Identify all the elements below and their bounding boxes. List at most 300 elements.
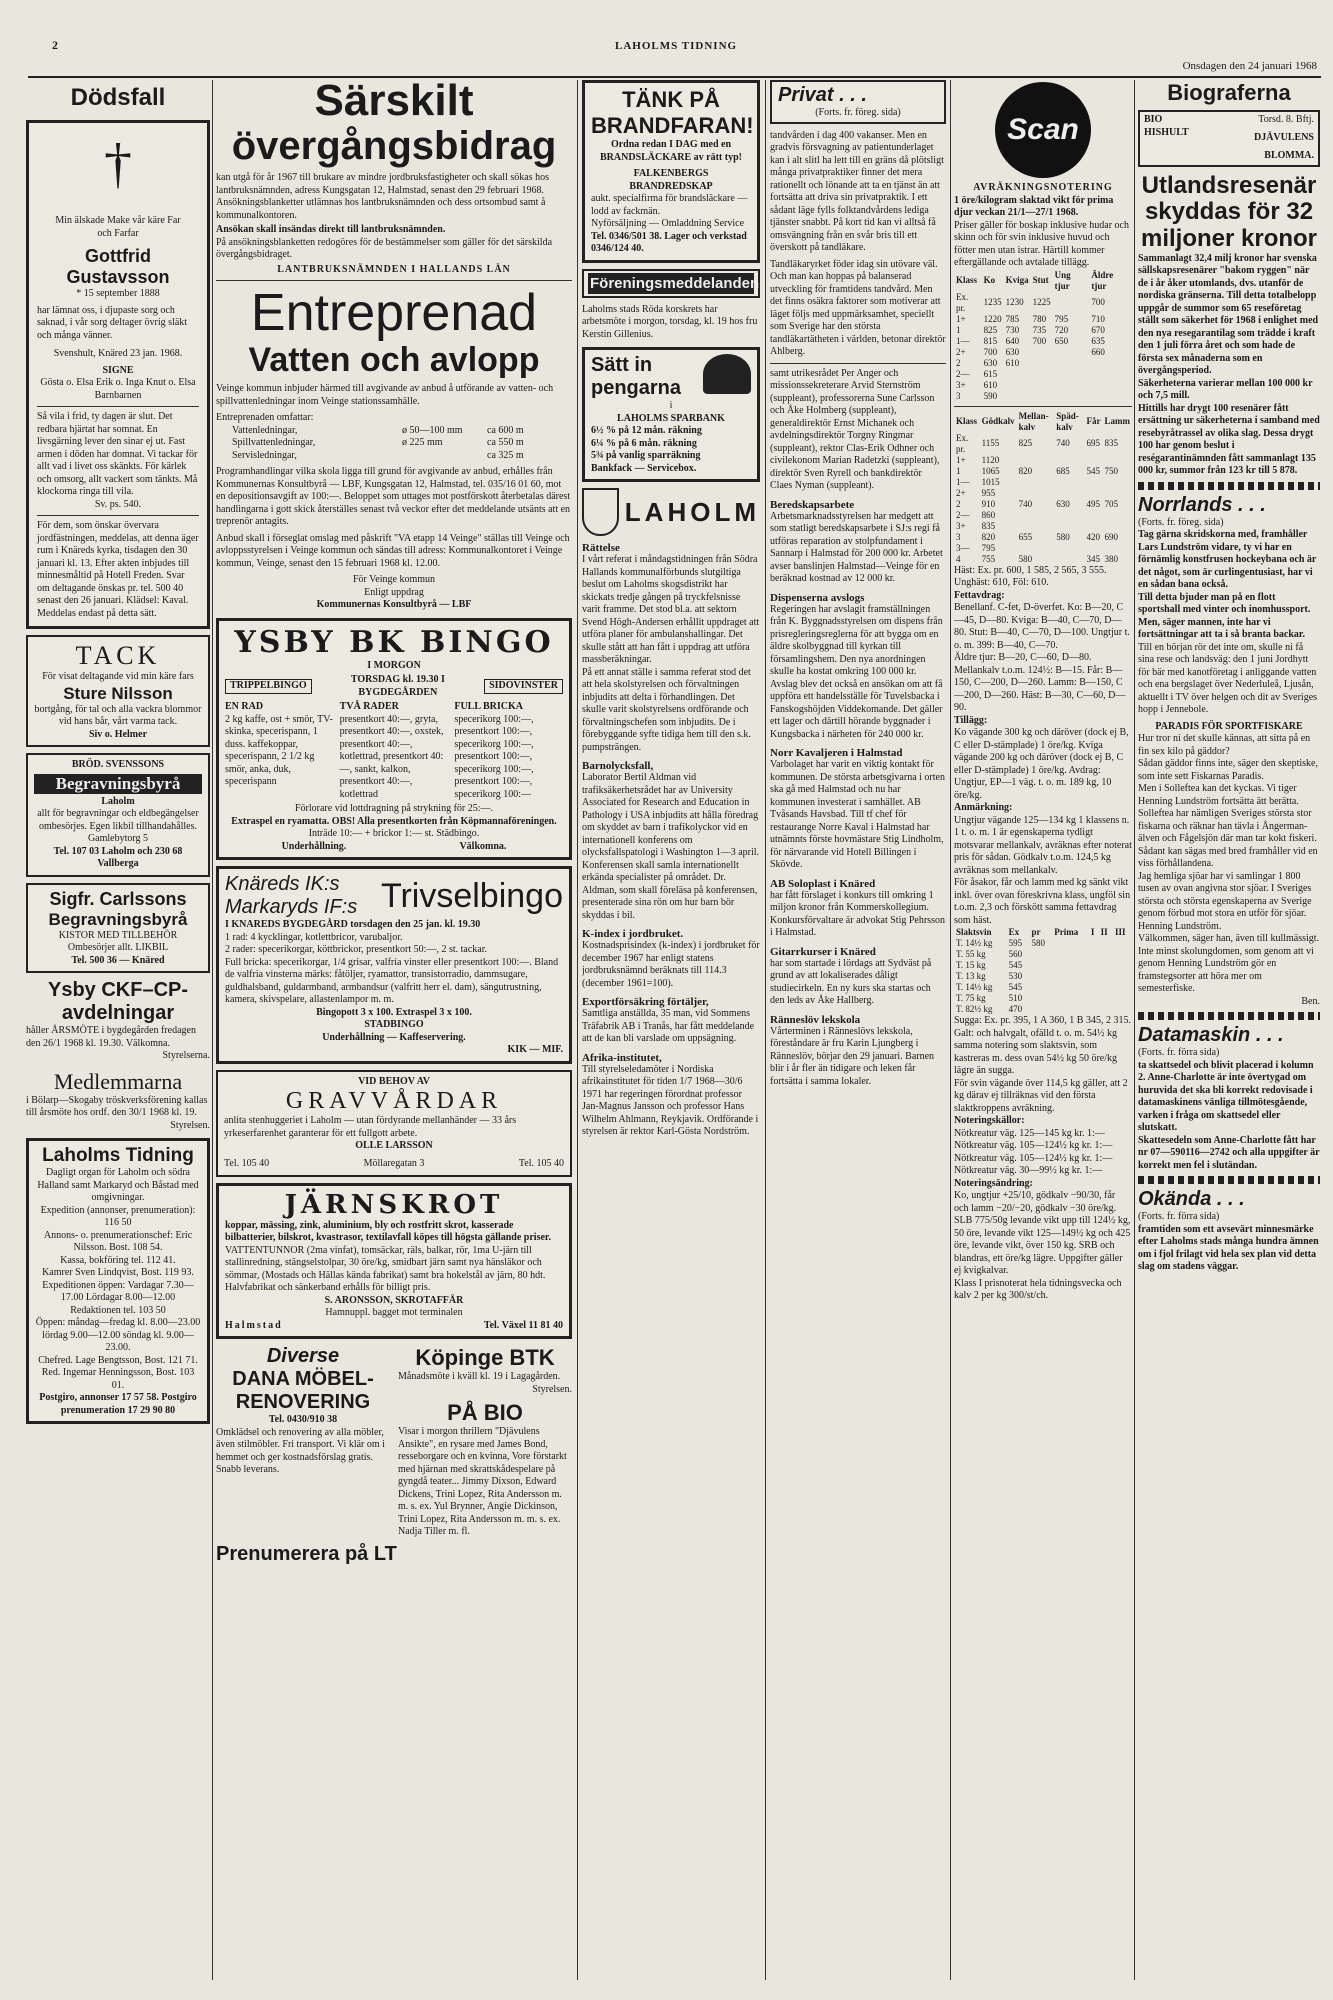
table-row — [954, 292, 1132, 314]
fishing-text-6: Välkommen, säger han, även till kullmässigt. Inte minst skolungdomen, som genom att vi genom Henning Lundström gör en framstegsorter att höra mer om semesterfiske. — [1138, 933, 1320, 994]
carlsson-subtitle: Begravningsbyrå — [48, 909, 188, 929]
kopinge-signature: Styrelsen. — [532, 1383, 572, 1395]
diverse-heading: Diverse — [266, 1345, 340, 1367]
norre-kavaljeren-text: Varbolaget har varit en viktig kontakt för kommunen. De största arbetsgivarna i orten ska gå med Halmstad och nu har kommunen investerat i samhället. AB Tvåsands Havsbad. Till tf chef för restaurange Norre Kaval i Halmstad har utnämnts förste hovmästare Stig Lindholm, för närvarande vid Hotell Billingen i Skövde. — [770, 759, 945, 870]
table-header-cell: Gödkalv — [981, 416, 1015, 426]
obituary-intro: Min älskade Make vår käre Far och Farfar — [55, 215, 181, 239]
table-cell: 2 — [956, 357, 961, 368]
table-cell — [1052, 938, 1089, 949]
contract-scope-cell: ca 325 m — [487, 449, 524, 461]
table-cell: 2— — [956, 509, 970, 520]
table-cell — [1084, 477, 1102, 488]
table-cell: 610 — [1005, 357, 1020, 368]
table-cell: 1225 — [1032, 297, 1051, 307]
table-cell: 735 — [1032, 324, 1047, 335]
newspaper-postgiro: Postgiro, annonser 17 57 58. Postgiro prenumeration 17 29 90 80 — [39, 1392, 197, 1416]
bingo-col1: 2 kg kaffe, ost + smör, TV-skinka, specerispann, 1 duss. kaffekoppar, specerispann, 2 1/2 kg smör, anka, duk, specerispann — [225, 713, 333, 787]
carlsson-phone: Tel. 500 36 — Knäred — [71, 954, 165, 966]
table-cell: 545 — [1086, 465, 1100, 476]
table-cell: 690 — [1104, 531, 1118, 542]
table-cell — [1089, 1004, 1099, 1015]
table-row — [954, 466, 1132, 477]
table-header-cell: III — [1115, 927, 1126, 937]
table-cell: 630 — [983, 357, 998, 368]
norrland-heading: Norrlands . . . — [1138, 493, 1266, 516]
table-cell: 700 — [983, 346, 998, 357]
computer-sub: (Forts. fr. förra sida) — [1138, 1047, 1220, 1058]
table-cell — [1084, 510, 1102, 521]
issue-date: Onsdagen den 24 januari 1968 — [1182, 60, 1317, 72]
funeral-home-ad — [26, 753, 210, 877]
table-cell — [1017, 543, 1055, 554]
members-title: Medlemmarna — [53, 1068, 183, 1094]
table-cell: 420 — [1086, 531, 1100, 542]
contract-text-2: Programhandlingar vilka skola ligga till grund för avgivande av anbud, erhålles från Kommunernas Konsultbyrå — LBF, Kungsgatan 12, Halmstad, tel. 035/16 01 60, mot en depositionsavgift av 100:—. Beloppet som uttages mot postförskott återbetalas därest handlingarna i gott skick återställes senast två veckor efter det meddelande utsänts att en treprenör antagits. — [216, 466, 571, 527]
table-cell: 835 — [981, 520, 996, 531]
savings-bank: LAHOLMS SPARBANK — [617, 412, 725, 424]
trivsel-entertainment: Underhållning — Kaffeservering. — [322, 1031, 466, 1043]
table-row — [954, 960, 1132, 971]
table-cell: 695 — [1086, 438, 1100, 448]
table-cell — [1029, 949, 1052, 960]
table-row — [954, 554, 1132, 565]
table-cell: 3+ — [956, 379, 966, 390]
table-cell: 1 — [956, 465, 961, 476]
table-cell — [1054, 488, 1084, 499]
table-cell: 590 — [983, 390, 998, 401]
cinema-film: DJÄVULENS BLOMMA. — [1253, 131, 1314, 161]
scrap-phone: Tel. Växel 11 81 40 — [483, 1319, 563, 1331]
table-cell: 955 — [981, 487, 996, 498]
table-cell — [1113, 982, 1132, 993]
fire-phone: Tel. 0346/501 38. Lager och verkstad 0346/124 40. — [591, 230, 747, 254]
private-heading: Privat . . . — [778, 84, 867, 106]
trivsel-title: Trivselbingo — [380, 876, 563, 915]
private-text-3: samt utrikesrådet Per Anger och missionssekreterare Arvid Sternström (suppleant), professorerna Sune Carlsson och Åke Holmberg (suppleant), generaldirektör Ernst Michanek och avdelningsdirektör Torgny Ringmar (suppleant), rektor Clas-Erik Odhner och civilekonom Marian Radetzki (suppleant), direktör Sven Ryrell och bankdirektör Claes Nyman (suppleant). — [770, 367, 940, 491]
bingo-title: YSBY BK BINGO — [234, 624, 554, 660]
boar-price: Galt: och halvgalt, ofälld t. o. m. 54½ kg samma notering som slaktsvin, som kastreras m. dess ovan 54½ kg 50 öre/kg lägre än sugga. — [954, 1027, 1118, 1076]
computer-text-2: Skattesedeln som Anne-Charlotte fått har nr 07—590116—2742 och alla uppgifter är korrekt men fel i slutändan. — [1138, 1134, 1320, 1171]
dana-title: DANA MÖBEL- — [232, 1368, 374, 1390]
newspaper-open: Öppen: måndag—fredag kl. 8.00—23.00 lördag 9.00—12.00 söndag kl. 9.00—23.00. — [35, 1317, 201, 1353]
table-cell: 795 — [981, 542, 996, 553]
table-row — [954, 499, 1132, 510]
trivsel-signature: KIK — MIF. — [507, 1044, 563, 1055]
table-cell: 1— — [956, 335, 970, 346]
table-cell: 750 — [1104, 465, 1118, 476]
fishing-text: Hur tror ni det skulle kännas, att sitta på en fin sex kilo på gäddor? — [1138, 733, 1311, 757]
obituary-box — [26, 120, 210, 629]
unknown-sub: (Forts. fr. förra sida) — [1138, 1211, 1220, 1222]
price-source-3: Nötkreatur väg. 105—124½ kg kr. 1:— — [954, 1152, 1113, 1164]
table-row — [954, 325, 1132, 336]
trivsel-pot: Bingopott 3 x 100. Extraspel 3 x 100. — [316, 1006, 472, 1018]
bingo-when: TORSDAG kl. 19.30 I BYGDEGÅRDEN — [350, 674, 445, 698]
contract-scope-row — [216, 437, 572, 450]
table-row — [954, 314, 1132, 325]
laholm-banner: LAHOLM — [624, 496, 760, 527]
table-cell — [1052, 1004, 1089, 1015]
bingo-loser: Förlorare vid lottdragning på strykning för 25:—. — [294, 803, 494, 814]
table-cell — [1102, 488, 1132, 499]
verse-source: Sv. ps. 540. — [94, 498, 142, 510]
table-cell: 720 — [1054, 324, 1069, 335]
table-cell: 630 — [1005, 346, 1020, 357]
table-cell — [1004, 391, 1031, 402]
bingo-ad — [216, 618, 572, 861]
emergency-work-heading: Beredskapsarbete — [770, 498, 855, 511]
table-row — [954, 543, 1132, 554]
newspaper-hours: Expeditionen öppen: Vardagar 7.30—17.00 Lördagar 8.00—12.00 — [42, 1279, 194, 1303]
table-row — [954, 455, 1132, 466]
final-note-2: Klass I prisnoterat hela tidningsvecka och kalv 2 per kg 300/st/ch. — [954, 1277, 1122, 1301]
carlsson-ad — [26, 883, 210, 974]
table-cell: 640 — [1005, 335, 1020, 346]
table-cell — [1089, 380, 1132, 391]
gravestone-ad — [216, 1070, 572, 1177]
contract-intro: Veinge kommun inbjuder härmed till avgivande av anbud å utförande av vatten- och spillvattenledningar inom Veinge stationssamhälle. — [216, 383, 554, 407]
bingo-triple: TRIPPELBINGO — [225, 679, 312, 694]
travel-text: Sammanlagt 32,4 milj kronor har svenska sällskapsresenärer "bakom ryggen" när de i år åker utomlands, dvs. utanför de nordiska gränserna. Till detta totalbelopp uppgår de summor som 65 reseföretag ställt som säkerhet för 1968 i enlighet med den nya resegarantilag som trädde i kraft den 1 juli förra året och som hade de första sex månaderna som en övergångsperiod. — [1138, 252, 1319, 376]
final-note: SLB 775/50g levande vikt upp till 124½ kg, 50 öre, levande vikt 125—149½ kg och 425 öre, levande vikt, över 150 kg. SRB och blandras, ett öre/kg lägre. Uppgifter gäller ej kvigkalvar. — [954, 1215, 1131, 1276]
cinema-listing — [1138, 110, 1320, 167]
table-cell: 630 — [1056, 498, 1070, 509]
contract-scope-row — [216, 425, 572, 438]
contract-scope-cell: ø 225 mm — [402, 437, 443, 448]
savings-title-1: Sätt in — [591, 354, 653, 376]
paper-name: LAHOLMS TIDNING — [615, 40, 738, 52]
table-header-cell: Får — [1086, 416, 1101, 426]
remark-text: Ungtjur vägande 125—134 kg 1 klassens n. 1 t. o. m. 1 är egenskaperna tydligt motsvarar mellankalv, avräknas efter noterat pris för sådan. Gödkalv t.o.m. 124,5 kg avräknas som mellankalv. — [954, 814, 1132, 876]
table-row — [954, 982, 1132, 993]
table-cell — [1052, 982, 1089, 993]
table-cell: 545 — [1008, 960, 1023, 970]
table-cell — [1052, 993, 1089, 1004]
export-heading: Exportförsäkring förtäljer, — [582, 996, 709, 1008]
page-number: 2 — [52, 38, 58, 52]
table-cell: 860 — [981, 509, 996, 520]
ysby-text: håller ÅRSMÖTE i bygdegården fredagen den 26/1 1968 kl. 19.30. Välkomna. — [26, 1025, 196, 1049]
table-cell: 1— — [956, 476, 970, 487]
table-cell — [1084, 488, 1102, 499]
knared-ik: Knäreds IK:s — [225, 873, 340, 895]
travel-text-2: Säkerheterna varierar mellan 100 000 kr och 7,5 mill. — [1138, 377, 1313, 401]
table-cell: 710 — [1091, 313, 1105, 324]
contract-scope-cell: Servisledningar, — [232, 449, 297, 461]
kopinge-text: Månadsmöte i kväll kl. 19 i Lagagården. — [398, 1371, 561, 1382]
trivsel-bingo-ad — [216, 866, 572, 1064]
table-cell: 545 — [1008, 982, 1023, 992]
table-cell — [1052, 960, 1089, 971]
table-cell: 1 — [956, 324, 961, 335]
bingo-col1-head: EN RAD — [225, 701, 264, 712]
kindex-text: Kostnadsprisindex (k-index) i jordbruket för december 1967 har enligt statens jordbruksnämnd beräknats till 114.3 (december 1961=100). — [582, 940, 760, 989]
newspaper-ads: Annons- o. prenumerationschef: Eric Nilsson. Bost. 108 54. — [43, 1229, 193, 1253]
headline-water-sewage: Vatten och avlopp — [248, 341, 540, 379]
table-cell — [1017, 455, 1055, 466]
table-header-row — [954, 411, 1132, 433]
newspaper-controller: Kamrer Sven Lindqvist, Bost. 119 93. — [42, 1267, 194, 1278]
table-cell — [1089, 982, 1099, 993]
bingo-col2: presentkort 40:—, gryta, presentkort 40:—, oxstek, presentkort 40:—, kotlettrad, presentkort 40:—, sankt, kalkon, presentkort 40:—, kotlettrad — [339, 713, 444, 800]
grant-signature: LANTBRUKSNÄMNDEN I HALLANDS LÄN — [277, 263, 511, 275]
savings-rate-3: 5¾ på vanlig sparräkning — [591, 450, 701, 461]
table-cell: 380 — [1104, 553, 1118, 564]
bingo-col2-head: TVÅ RADER — [339, 701, 399, 712]
gravestone-name: OLLE LARSSON — [355, 1140, 433, 1151]
settlement-sub: 1 öre/kilogram slaktad vikt för prima djur veckan 21/1—27/1 1968. — [954, 194, 1114, 218]
trivsel-when: I KNAREDS BYGDEGÅRD torsdagen den 25 jan. kl. 19.30 — [225, 919, 481, 930]
deceased-first-name: Gottfrid — [85, 246, 151, 266]
table-row — [954, 971, 1132, 982]
grant-text-3: På ansökningsblanketten redogöres för de bestämmelser som gäller för det särskilda övergångsbidraget. — [216, 236, 553, 260]
table-cell — [1054, 510, 1084, 521]
table-cell: 730 — [1005, 324, 1020, 335]
column-4 — [770, 80, 946, 1990]
table-cell: 655 — [1018, 531, 1033, 542]
soloplast-heading: AB Soloplast i Knäred — [770, 877, 876, 890]
table-cell — [1089, 938, 1099, 949]
fire-title-1: TÄNK PÅ — [622, 87, 720, 112]
table-cell — [1113, 993, 1132, 1004]
table-cell — [1102, 521, 1132, 532]
table-cell: 510 — [1008, 993, 1023, 1003]
table-cell: 2 — [956, 498, 961, 509]
norrland-text-2: Till detta bjuder man på en flott sportshall med vinter och inomhussport. — [1138, 591, 1311, 615]
table-cell — [1099, 1004, 1113, 1015]
thanks-name: Sture Nilsson — [63, 683, 173, 703]
table-cell: 1230 — [1005, 297, 1024, 307]
table-cell: 795 — [1054, 313, 1069, 324]
price-source-2: Nötkreatur väg. 105—124½ kg kr. 1:— — [954, 1140, 1113, 1151]
table-cell — [1031, 358, 1053, 369]
column-rule — [577, 80, 578, 1980]
fire-company-text: aukt. specialfirma för brandsläckare — lodd av fackmän. — [591, 193, 748, 217]
fire-title-2: BRANDFARAN! — [591, 113, 754, 138]
fishing-text-2: Sådan gäddor finns inte, säger den skeptiske, som inte sett Fiskarnas Paradis. — [1138, 758, 1318, 782]
table-cell — [1113, 938, 1132, 949]
table-cell: 650 — [1054, 335, 1069, 346]
gravestone-address: Möllaregatan 3 — [363, 1157, 425, 1169]
kindex-heading: K-index i jordbruket. — [582, 928, 684, 940]
table-cell — [1054, 543, 1084, 554]
table-header-cell: Ex — [1008, 927, 1020, 937]
table-row — [954, 347, 1132, 358]
table-cell: 580 — [1056, 531, 1070, 542]
gravestone-phone-1: Tel. 105 40 — [224, 1158, 270, 1169]
contract-scope-row — [216, 450, 572, 463]
column-obituaries — [26, 80, 210, 1990]
column-rule — [950, 80, 951, 1980]
scrap-text: koppar, mässing, zink, aluminium, bly och rostfritt skrot, kasserade bilbatterier, bilskrot, kvastrasor, textilavfall köpes till högsta gällande priser. — [225, 1219, 551, 1243]
africa-text: Till styrelseledamöter i Nordiska afrikainstitutet för tiden 1/7 1968—30/6 1971 har regeringen förordnat professor Jan-Magnus Jansson och professor Hans Wilhelm Ahlmann, Reykjavik. Ordförande i styrelsen är rektor Karl-Gösta Nordström. — [582, 1063, 759, 1137]
table-row — [954, 433, 1132, 455]
ysby-title: Ysby CKF–CP- — [47, 979, 189, 1001]
table-cell — [1053, 369, 1090, 380]
savings-bank-ad — [582, 347, 760, 482]
dispensation-heading: Dispenserna avslogs — [770, 591, 865, 604]
scrap-title: JÄRNSKROT — [284, 1189, 504, 1220]
table-cell — [1029, 993, 1052, 1004]
column-6 — [1138, 80, 1320, 1990]
remark-text-2: För åsakor, får och lamm med kg sänkt vikt inkl. över ovan föreskrivna klass, ungföl sin t.o.m. 2,3 och förskött samma fettavdrag som häst. — [954, 877, 1131, 926]
kopinge-title: Köpinge BTK — [415, 1345, 555, 1370]
table-cell — [1029, 982, 1052, 993]
table-cell: 1155 — [981, 438, 1000, 448]
sow-price: Sugga: Ex. pr. 395, 1 A 360, 1 B 345, 2 315. — [954, 1015, 1131, 1026]
table-cell: 345 — [1086, 553, 1100, 564]
heavy-pig-note: För svin vägande över 114,5 kg gäller, att 2 kg därav ej tillräknas vid den första slaktkroppens avräkning. — [954, 1077, 1128, 1114]
signer: SIGNE — [102, 364, 134, 376]
dispensation-text: Regeringen har avslagit framställningen från K. Byggnadsstyrelsen om dispens från prisregleringsreglerna för att bygga om en äldre skolbyggnad till kyrkan till församlingshem. Den nya anordningen skulle ha kostat omkring 100 000 kr. — [770, 603, 943, 677]
carlsson-text: KISTOR MED TILLBEHÖR Ombesörjer allt. LIKBIL — [58, 929, 178, 953]
table-cell: 560 — [1008, 949, 1023, 959]
table-cell — [1089, 369, 1132, 380]
norre-kavaljeren-heading: Norr Kavaljeren i Halmstad — [770, 747, 903, 759]
table-cell — [1099, 982, 1113, 993]
gravestone-pre: VID BEHOV AV — [358, 1075, 430, 1087]
price-source-1: Nötkreatur väg. 125—145 kg kr. 1:— — [954, 1127, 1105, 1139]
savings-rate-2: 6¼ % på 6 mån. räkning — [591, 437, 697, 449]
table-cell: T. 15 kg — [956, 960, 986, 970]
table-cell — [1053, 292, 1090, 314]
cinemas-heading: Biograferna — [1167, 80, 1291, 105]
table-cell — [1031, 380, 1053, 391]
table-cell: 835 — [1104, 438, 1118, 448]
table-cell — [1029, 960, 1052, 971]
table-header-cell: Prima — [1054, 927, 1079, 937]
column-3 — [582, 80, 760, 1990]
thanks-text: För visat deltagande vid min käre fars — [42, 671, 194, 682]
correction-text: I vårt referat i måndagstidningen från Södra Hallands kommunalförbunds slutgiltiga beslut om Laholms skogsdistrikt har skickats tredje gången på tryckfelsnisse varit framme. Det stod bl.a. att sektorn Svend Högh-Andersen erhållit uppdraget att utföra planer för ambulanshallingar. Det skulle stått att han fått i uppdrag att utföra massberäkningar. — [582, 554, 760, 665]
table-cell — [1099, 949, 1113, 960]
fire-safety-ad — [582, 80, 760, 263]
table-cell: 615 — [983, 368, 998, 379]
table-cell: T. 55 kg — [956, 949, 986, 959]
contract-scope-cell: ca 550 m — [487, 437, 524, 448]
table-cell — [1102, 543, 1132, 554]
norrland-text: Tag gärna skridskorna med, framhåller Lars Lundström vidare, ty vi har en förnämlig konstfrusen hockeybana och är det något, som är curlingentusiast, har vi en sådan bana också. — [1138, 529, 1317, 590]
table-cell — [1102, 510, 1132, 521]
funeral-notice: För dem, som önskar övervara jordfästningen, meddelas, att denna äger rum i Knäreds kyrka, tisdagen den 30 januari kl. 13. Efter akten inbjudes till minnesmåltid på Hotell Freden. Svar om deltagande önskas pr. tel. 500 40 senast den 26 januari. Klädsel: Kaval. Meddelas endast på detta sätt. — [37, 520, 199, 619]
table-cell — [1089, 358, 1132, 369]
table-cell: 2+ — [956, 487, 966, 498]
table-cell — [1017, 488, 1055, 499]
table-cell: 705 — [1104, 498, 1118, 509]
private-heading-box — [770, 80, 946, 124]
grant-text: kan utgå för år 1967 till brukare av mindre jordbruksfastigheter och skall sökas hos lantbruksnämnden, adress Kungsgatan 12, Halmstad, senast den 29 februari 1968. Ansökningsblanketter utlämnas hos lantbruksnämnden och dess ortsombud samt å kommunalkontoren. — [216, 172, 549, 221]
table-cell — [1004, 380, 1031, 391]
savings-rate-1: 6½ % på 12 mån. räkning — [591, 425, 702, 436]
young-horse-price: Unghäst: 610, Föl: 610. — [954, 577, 1049, 588]
contract-by: Enligt uppdrag — [364, 586, 424, 598]
guitar-text: har som startade i lördags att Sydväst på grund av att lokaliserades dåligt studiecirkeln. En ny kurs ska startas och den leds av Åke Hallberg. — [770, 957, 932, 1006]
table-cell: 700 — [1032, 335, 1047, 346]
table-cell — [1053, 391, 1090, 402]
fishing-text-5: Jag hemliga sjöar har vi samlingar 1 800 tusen av ovan angivna stor sjöar. I Sveriges största och största egenskaperna av Sverige genom förbud mot stora en utför för sjöar. Henning Lundström. — [1138, 870, 1312, 932]
table-header-cell: I — [1090, 927, 1095, 937]
column-rule — [1134, 80, 1135, 1980]
dana-text: Omklädsel och renovering av alla möbler, även stilmöbler. Fri transport. Vi klär om i hemmet och ger kostnadsförslag gratis. Snabb leverans. — [216, 1426, 385, 1475]
table-cell — [1113, 971, 1132, 982]
table-row — [954, 949, 1132, 960]
dispensation-text-2: Avslag blev det också en ansökan om att få uppföra ett handelsställe för Tuvelsbacka i Fanskogshöjden Viddekomande. Det gäller ett lager och därtill hörande byggnader i Kungsbacka i närheten för 240 000 kr. — [770, 678, 943, 740]
scan-logo-icon: Scan — [995, 82, 1091, 178]
table-cell — [1017, 510, 1055, 521]
bingo-col3-head: FULL BRICKA — [454, 701, 523, 712]
table-cell: 1+ — [956, 313, 966, 324]
preschool-heading: Ränneslöv lekskola — [770, 1013, 861, 1026]
members-text: i Bölarp—Skogaby tröskverksförening kallas till årsmöte hos ordf. den 30/1 1968 kl. 19. — [26, 1094, 208, 1118]
table-row — [954, 532, 1132, 543]
bingo-side-prizes: SIDOVINSTER — [484, 679, 563, 694]
divider — [1138, 1176, 1320, 1184]
gravestone-text: anlita stenhuggeriet i Laholm — utan fördyrande mellanhänder — 33 års yrkeserfarenhet garanterar för ett fullgott arbete. — [224, 1115, 517, 1139]
headline-contract: Entreprenad — [250, 284, 538, 342]
contract-scope-cell: ca 600 m — [487, 424, 524, 436]
table-header-cell: Äldre tjur — [1091, 269, 1114, 291]
price-change-heading: Noteringsändring: — [954, 1177, 1033, 1189]
table-row — [954, 380, 1132, 391]
table-cell: 580 — [1018, 553, 1033, 564]
table-row — [954, 477, 1132, 488]
table-cell: 2+ — [956, 346, 966, 357]
table-cell: 685 — [1056, 465, 1070, 476]
fire-company: FALKENBERGS BRANDREDSKAP — [629, 168, 713, 192]
column-rule — [765, 80, 766, 1980]
contract-for: För Veinge kommun — [352, 574, 436, 585]
table-cell: 530 — [1008, 971, 1023, 981]
table-cell: 820 — [1018, 465, 1033, 476]
table-header-row — [954, 270, 1132, 292]
fishing-heading: PARADIS FÖR SPORTFISKARE — [1155, 720, 1303, 732]
table-cell — [1004, 369, 1031, 380]
table-header-cell: Ko — [983, 275, 996, 285]
headline-special: Särskilt — [314, 78, 474, 125]
table-cell: 1235 — [983, 297, 1002, 307]
tree-icon — [703, 354, 751, 394]
newspaper-desc: Dagligt organ för Laholm och södra Halland samt Markaryd och Båstad med omgivningar. — [37, 1167, 199, 1203]
association-text: Laholms stads Röda korskrets har arbetsmöte i morgon, torsdag, kl. 19 hos fru Kerstin Gillenius. — [582, 303, 758, 340]
fishing-signature: Ben. — [1301, 995, 1320, 1007]
trivsel-one-row: 1 rad: 4 kycklingar, kotlettbricor, varubaljor. — [225, 931, 403, 943]
table-header-cell: Mellan-kalv — [1018, 410, 1049, 432]
family-names: Gösta o. Elsa Erik o. Inga Knut o. Elsa Barnbarnen — [40, 377, 196, 401]
table-cell: T. 82½ kg — [956, 1004, 993, 1014]
table-cell — [1017, 521, 1055, 532]
ysby-subtitle: avdelningar — [61, 1002, 175, 1024]
scrap-town: Halmstad — [225, 1319, 283, 1331]
table-cell — [1113, 949, 1132, 960]
table-header-cell: II — [1100, 927, 1108, 937]
markaryd-if: Markaryds IF:s — [225, 896, 358, 918]
table-cell — [1054, 455, 1084, 466]
newspaper-chief-editor: Chefred. Lage Bengtsson, Bost. 121 71. — [38, 1354, 198, 1366]
preschool-text: Vårterminen i Ränneslövs lekskola, föreståndare är fru Karin Ljungberg i Ränneslöv, börjar den 29 januari. Barnen blir i år fler än tidigare och leken får fortsätta i samma lokaler. — [770, 1025, 935, 1087]
settlement-text: Priser gäller för boskap inklusive hudar och skinn och för svin inklusive huvud och fötter men utan istrar. Härtill kommer eftergällande och avtalade tillägg. — [954, 219, 1129, 268]
column-rule — [212, 80, 213, 1980]
funeral-home-title: Begravningsbyrå — [34, 774, 202, 794]
funeral-home-address: Gamlebytorg 5 — [87, 833, 149, 844]
table-cell — [1102, 477, 1132, 488]
cinema-name: BIO HISHULT — [1144, 114, 1189, 138]
funeral-home-phone: Tel. 107 03 Laholm och 230 68 Vallberga — [53, 845, 183, 869]
newspaper-cashier: Kassa, bokföring tel. 112 41. — [60, 1254, 176, 1266]
funeral-home-place: Laholm — [101, 795, 135, 807]
trivsel-two-rows: 2 rader: specerikorgar, köttbrickor, presentkort 50:—, 2 st. tackar. — [225, 944, 487, 955]
fire-service: Nyförsäljning — Omladdning Service — [591, 218, 745, 229]
table-cell: 495 — [1086, 498, 1100, 509]
